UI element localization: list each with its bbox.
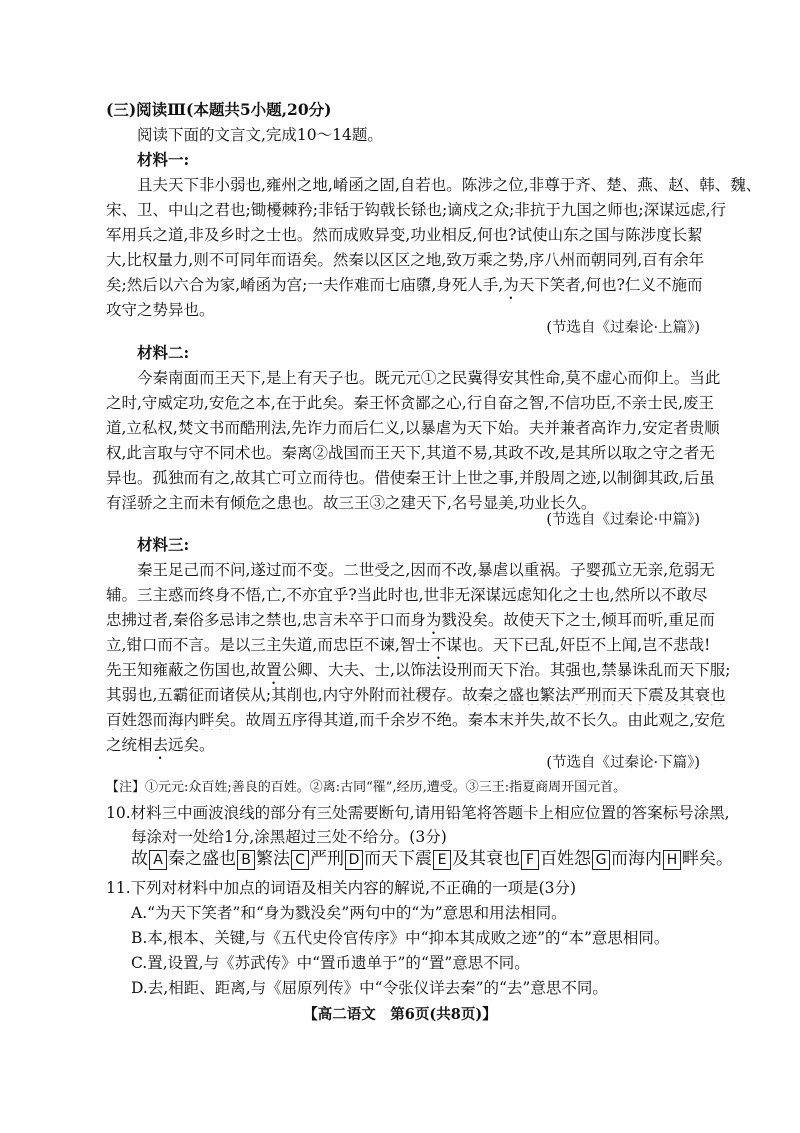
passage-text: 戮没矣。故使天下之士,倾耳而听,重足而 (441, 611, 715, 629)
option-b[interactable]: B.本,根本、关键,与《五代史伶官传序》中“抑本其成败之迹”的“本”意思相同。 (131, 929, 670, 947)
segment: 严刑 (310, 849, 344, 869)
section-instruction: 阅读下面的文言文,完成10～14题。 (137, 126, 383, 144)
passage-line (106, 418, 800, 438)
passage-text: 立,钳口而不言。是以三主失道,而忠臣不谏,智士 (106, 636, 431, 654)
passage-line: 秦王足己而不问,遂过而不变。二世受之,因而不改,暴虐以重祸。子婴孤立无亲,危弱无 (137, 561, 715, 579)
question-10-stem: 10.材料三中画波浪线的部分有三处需要断句,请用铅笔将答题卡上相应位置的答案标号涂黑, (106, 804, 730, 822)
dotted-word-bu: 不 (430, 636, 447, 654)
double-underlined-sentence: 大,比权量力,则不可同年而语矣。 (106, 251, 333, 270)
passage-line (106, 685, 800, 705)
passage-line (106, 443, 800, 463)
passage-text: 忠拂过者,秦俗多忌讳之禁也,忠言未卒于口而身 (106, 611, 426, 629)
passage-line (106, 275, 800, 303)
material2-label: 材料二: (137, 343, 190, 362)
dotted-word-qu: 去 (152, 736, 169, 754)
segment: 百姓怨 (540, 849, 591, 869)
material3-label: 材料三: (137, 535, 190, 554)
material2-source: (节选自《过秦论·中篇》) (546, 512, 700, 528)
double-underlined-sentence: 试使山东之国与陈涉度长絜 (517, 226, 703, 245)
passage-text: 矣;然后以六合为家,崤函为宫;一夫作难而七庙隳,身死人手, (106, 276, 504, 294)
passage-text: 之统相 (106, 736, 153, 754)
passage-line (106, 635, 800, 663)
answer-box[interactable]: H (663, 850, 681, 870)
option-d[interactable]: D.去,相距、距离,与《屈原列传》中“令张仪详去秦”的“去”意思不同。 (131, 979, 608, 997)
section-heading: (三)阅读Ⅲ(本题共5小题,20分) (106, 100, 332, 119)
passage-line: 今秦南面而王天下,是上有天子也。既元元①之民冀得安其性命,莫不虚心而仰上。当此 (137, 369, 721, 387)
answer-box[interactable]: D (345, 850, 363, 870)
passage-line (106, 660, 800, 688)
passage-text: 谋也。天下已乱,奸臣不上闻,岂不悲哉! (446, 636, 711, 654)
wavy-underlined-sentence: 百姓怨而海内畔矣 (106, 711, 231, 729)
segment: 繁法 (256, 849, 290, 869)
passage-text: 。故周五序得其道,而千余岁不绝。秦本末并失,故不长久。由此观之,安危 (230, 711, 726, 729)
page-footer: 【高二语文 第6页(共8页)】 (303, 1006, 497, 1023)
option-a[interactable]: A.“为天下笑者”和“身为戮没矣”两句中的“为”意思和用法相同。 (131, 904, 567, 922)
passage-text: 远矣。 (168, 736, 215, 754)
segment: 秦之盛也 (168, 849, 236, 869)
answer-box[interactable]: A (149, 850, 167, 870)
material3-source: (节选自《过秦论·下篇》) (546, 755, 700, 771)
segment: 畔矣。 (682, 849, 733, 869)
answer-box[interactable]: B (237, 850, 255, 870)
answer-box[interactable]: C (291, 850, 309, 870)
passage-line: 辅。三主惑而终身不悟,亡,不亦宜乎?当此时也,世非无深谋远虑知化之士也,然所以不敢尽 (106, 586, 708, 604)
passage-text: 秦离②战国而王天下,其道不易,其政不改,是其所以取之守之者无 (281, 444, 715, 462)
passage-text: 天下笑者,何也?仁义不施而 (518, 276, 703, 294)
passage-line: 异也。孤独而有之,故其亡可立而待也。借使秦王计上世之事,并殷周之迹,以制御其政,后虽 (106, 469, 715, 487)
dotted-word-wei: 为 (503, 276, 519, 294)
wavy-underlined-sentence: 故秦之盛也繁法严刑而天下震及其衰也 (462, 686, 726, 704)
material1-source: (节选自《过秦论·上篇》) (546, 320, 700, 336)
passage-line (106, 225, 800, 245)
material1-label: 材料一: (137, 150, 190, 169)
passage-text: 道,立私权,焚文书而酷刑法,先诈力而后仁义,以暴虐为天下始。 (106, 419, 529, 437)
passage-line: 攻守之势异也。 (106, 301, 215, 319)
passage-text: 先王知雍蔽之伤国也,故 (106, 661, 266, 679)
question-10-sentence (131, 848, 800, 874)
double-underlined-sentence: 权,此言取与守不同术也。 (106, 444, 281, 463)
segment: 及其衰也 (452, 849, 520, 869)
passage-line (106, 710, 800, 730)
answer-box[interactable]: F (521, 850, 539, 870)
segment: 而海内 (611, 849, 662, 869)
dotted-word-zhi: 置 (265, 661, 282, 679)
passage-line: 之时,守威定功,安危之本,在于此矣。秦王怀贪鄙之心,行自奋之智,不信功臣,不亲士民,废王 (106, 394, 714, 412)
question-11-stem: 11.下列对材料中加点的词语及相关内容的解说,不正确的一项是(3分) (106, 879, 577, 897)
passage-line: 且夫天下非小弱也,雍州之地,崤函之固,自若也。陈涉之位,非尊于齐、楚、燕、赵、韩、魏、 (137, 176, 762, 194)
passage-line: 宋、卫、中山之君也;锄櫌棘矜;非铦于钩戟长铩也;谪戍之众;非抗于九国之师也;深谋远虑,行 (106, 201, 727, 219)
annotation-note: 【注】①元元:众百姓;善良的百姓。②离:古同“罹”,经历,遭受。③三王:指夏商周开国元首。 (106, 780, 627, 795)
answer-box[interactable]: E (433, 850, 451, 870)
segment: 而天下震 (364, 849, 432, 869)
answer-box[interactable]: G (592, 850, 610, 870)
passage-text: 军用兵之道,非及乡时之士也。然而成败异变,功业相反,何也? (106, 226, 517, 244)
passage-line (106, 610, 800, 638)
passage-line (106, 250, 800, 270)
passage-text: 公卿、大夫、士,以饰法设刑而天下治。其强也,禁暴诛乱而天下服; (281, 661, 731, 679)
question-10-stem: 每涂对一处给1分,涂黑超过三处不给分。(3分) (131, 828, 447, 846)
double-underlined-sentence: 夫并兼者高诈力,安定者贵顺 (529, 419, 720, 438)
passage-text: 其弱也,五霸征而诸侯从;其削也,内守外附而社稷存。 (106, 686, 463, 704)
segment: 故 (131, 849, 148, 869)
option-c[interactable]: C.置,设置,与《苏武传》中“置币遗单于”的“置”意思不同。 (131, 954, 530, 972)
dotted-word-wei: 为 (425, 611, 442, 629)
passage-text: 然秦以区区之地,致万乘之势,序八州而朝同列,百有余年 (332, 251, 705, 269)
passage-line: 有淫骄之主而未有倾危之患也。故三王③之建天下,名号显美,功业长久。 (106, 494, 597, 512)
